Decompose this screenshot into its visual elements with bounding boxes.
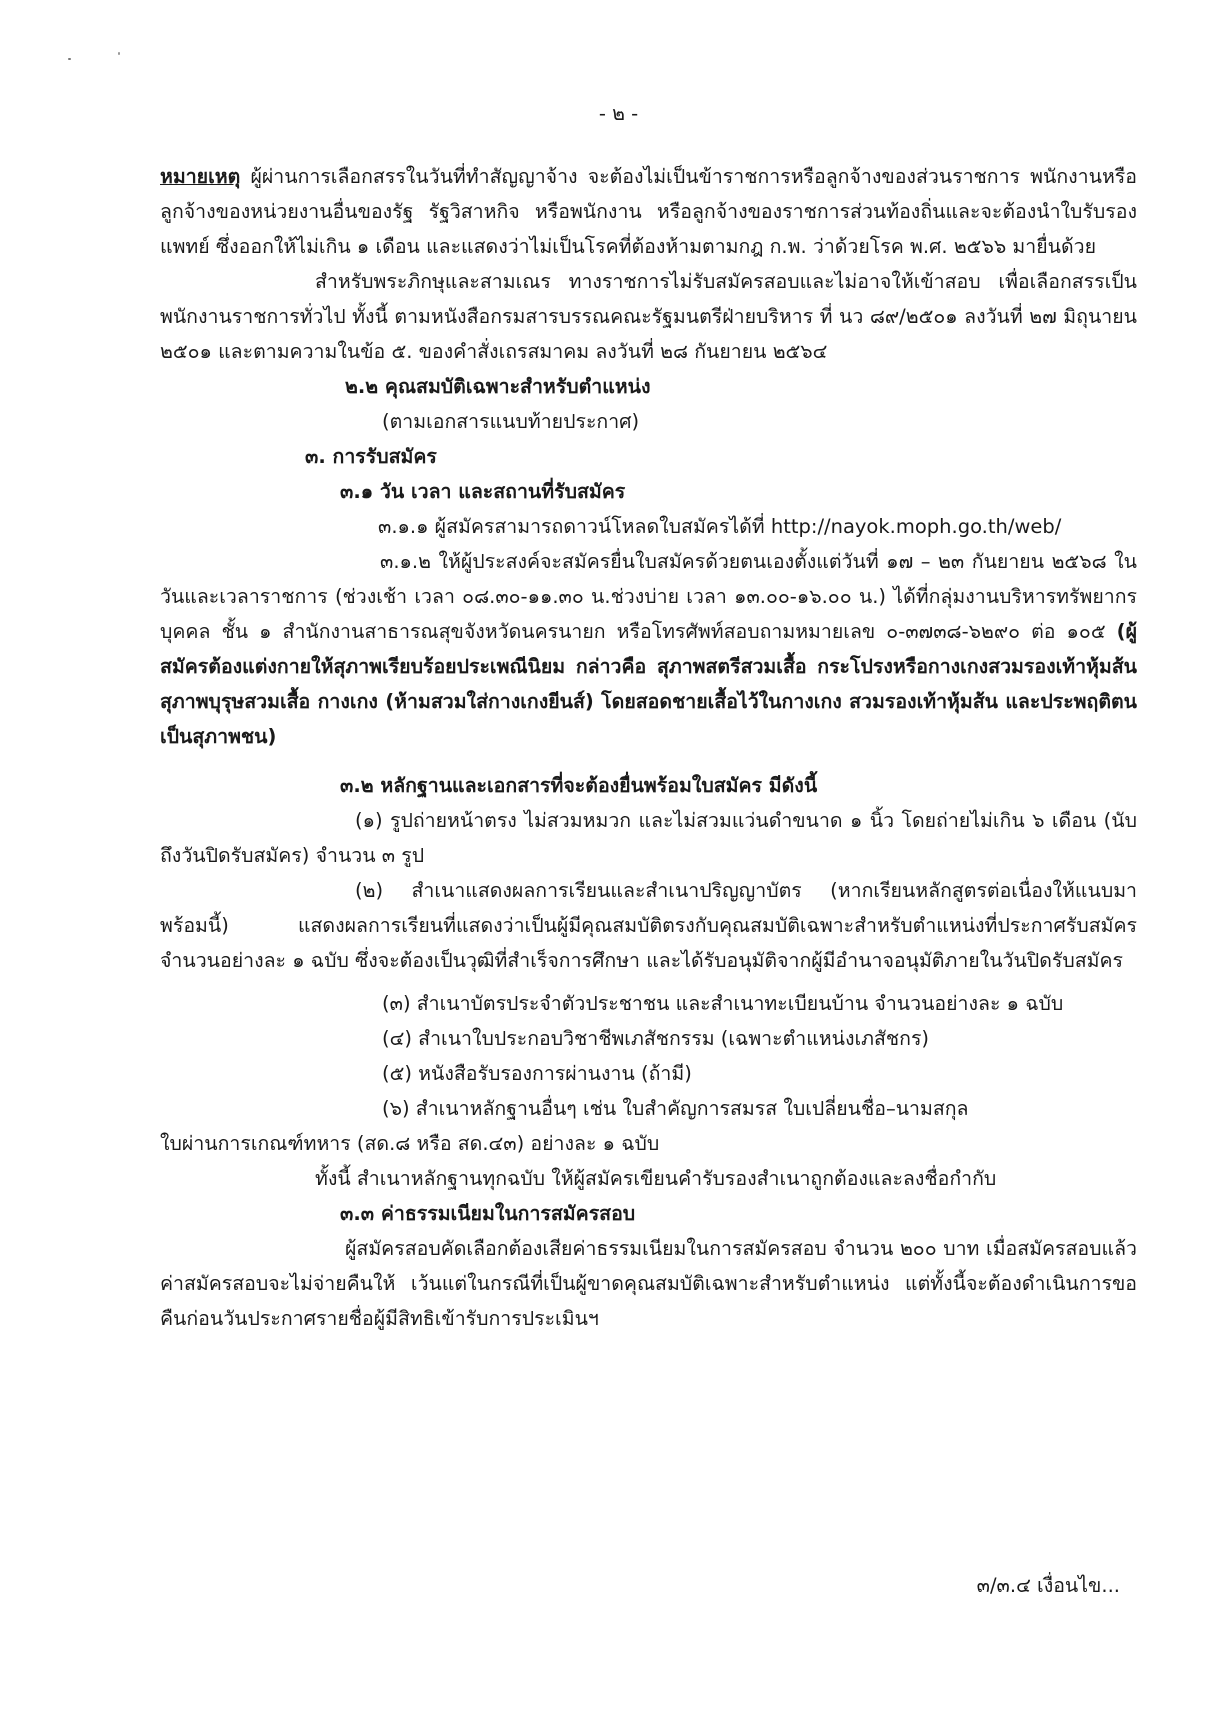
section-3-2-item-2: (๒) สำเนาแสดงผลการเรียนและสำเนาปริญญาบัตร (หากเรียนหลักสูตรต่อเนื่องให้แนบมาพร้อมนี้) แสดงผลการเรียนที่แสดงว่าเป็นผู้มีคุณสมบัติตรงกับคุณสมบัติเฉพาะสำหรับตำแหน่งที่ประกาศรับสมัคร จำนวนอย่างละ ๑ ฉบับ ซึ่งจะต้องเป็นวุฒิที่สำเร็จการศึกษา และได้รับอนุมัติจากผู้มีอำนาจอนุมัติภายในวันปิดรับสมัคร	[160, 879, 1137, 972]
section-2-2-text: (ตามเอกสารแนบท้ายประกาศ)	[382, 410, 640, 433]
section-3-2-item-1: (๑) รูปถ่ายหน้าตรง ไม่สวมหมวก และไม่สวมแว่นดำขนาด ๑ นิ้ว โดยถ่ายไม่เกิน ๖ เดือน (นับถึงวันปิดรับสมัคร) จำนวน ๓ รูป	[160, 809, 1137, 867]
section-3-2-item-3: (๓) สำเนาบัตรประจำตัวประชาชน และสำเนาทะเบียนบ้าน จำนวนอย่างละ ๑ ฉบับ	[382, 992, 1064, 1015]
section-3-2-item-6-line-1: (๖) สำเนาหลักฐานอื่นๆ เช่น ใบสำคัญการสมรส ใบเปลี่ยนชื่อ–นามสกุล	[382, 1097, 969, 1120]
section-3-1-1: ๓.๑.๑ ผู้สมัครสามารถดาวน์โหลดใบสมัครได้ที่ http://nayok.moph.go.th/web/	[378, 515, 1062, 538]
note-paragraph	[160, 159, 1137, 264]
section-3-2-item-4: (๔) สำเนาใบประกอบวิชาชีพเภสัชกรรม (เฉพาะตำแหน่งเภสัชกร)	[382, 1027, 930, 1050]
section-3-3-text: ผู้สมัครสอบคัดเลือกต้องเสียค่าธรรมเนียมในการสมัครสอบ จำนวน ๒๐๐ บาท เมื่อสมัครสอบแล้วค่าสมัครสอบจะไม่จ่ายคืนให้ เว้นแต่ในกรณีที่เป็นผู้ขาดคุณสมบัติเฉพาะสำหรับตำแหน่ง แต่ทั้งนี้จะต้องดำเนินการขอคืนก่อนวันประกาศรายชื่อผู้มีสิทธิเข้ารับการประเมินฯ	[160, 1237, 1137, 1330]
section-3-3-heading: ๓.๓ ค่าธรรมเนียมในการสมัครสอบ	[340, 1202, 636, 1225]
section-3-2-item-6-line-2: ใบผ่านการเกณฑ์ทหาร (สด.๘ หรือ สด.๔๓) อย่างละ ๑ ฉบับ	[160, 1132, 660, 1155]
footer-continuation: ๓/๓.๔ เงื่อนไข...	[976, 1574, 1120, 1597]
section-3-1-2	[160, 544, 1137, 754]
section-2-2-heading: ๒.๒ คุณสมบัติเฉพาะสำหรับตำแหน่ง	[345, 375, 651, 398]
scan-speck	[68, 58, 71, 60]
note-label: หมายเหตุ	[160, 165, 241, 188]
section-3-1-heading: ๓.๑ วัน เวลา และสถานที่รับสมัคร	[340, 480, 626, 503]
section-3-1-2-text: ๓.๑.๒ ให้ผู้ประสงค์จะสมัครยื่นใบสมัครด้วยตนเองตั้งแต่วันที่ ๑๗ – ๒๓ กันยายน ๒๕๖๘ ในวันและเวลาราชการ (ช่วงเช้า เวลา ๐๘.๓๐-๑๑.๓๐ น.ช่วงบ่าย เวลา ๑๓.๐๐-๑๖.๐๐ น.) ได้ที่กลุ่มงานบริหารทรัพยากรบุคคล ชั้น ๑ สำนักงานสาธารณสุขจังหวัดนครนายก หรือโทรศัพท์สอบถามหมายเลข ๐-๓๗๓๘-๖๒๙๐ ต่อ ๑๐๕	[160, 550, 1137, 643]
note-text: ผู้ผ่านการเลือกสรรในวันที่ทำสัญญาจ้าง จะต้องไม่เป็นข้าราชการหรือลูกจ้างของส่วนราชการ พนักงานหรือลูกจ้างของหน่วยงานอื่นของรัฐ รัฐวิสาหกิจ หรือพนักงาน หรือลูกจ้างของราชการส่วนท้องถิ่นและจะต้องนำใบรับรองแพทย์ ซึ่งออกให้ไม่เกิน ๑ เดือน และแสดงว่าไม่เป็นโรคที่ต้องห้ามตามกฎ ก.พ. ว่าด้วยโรค พ.ศ. ๒๕๖๖ มายื่นด้วย	[160, 165, 1137, 258]
section-3-1-2-dress-code: (ผู้สมัครต้องแต่งกายให้สุภาพเรียบร้อยประเพณีนิยม กล่าวคือ สุภาพสตรีสวมเสื้อ กระโปรงหรือกางเกงสวมรองเท้าหุ้มส้น สุภาพบุรุษสวมเสื้อ กางเกง (ห้ามสวมใส่กางเกงยีนส์) โดยสอดชายเสื้อไว้ในกางเกง สวมรองเท้าหุ้มส้น และประพฤติตนเป็นสุภาพชน)	[160, 620, 1137, 748]
spacer	[160, 754, 1137, 768]
section-3-2-item-5: (๕) หนังสือรับรองการผ่านงาน (ถ้ามี)	[382, 1062, 692, 1085]
page-number: - ๒ -	[598, 102, 639, 125]
section-3-2-certify: ทั้งนี้ สำเนาหลักฐานทุกฉบับ ให้ผู้สมัครเขียนคำรับรองสำเนาถูกต้องและลงชื่อกำกับ	[315, 1167, 997, 1190]
section-3-heading: ๓. การรับสมัคร	[305, 445, 437, 468]
monk-paragraph: สำหรับพระภิกษุและสามเณร ทางราชการไม่รับสมัครสอบและไม่อาจให้เข้าสอบ เพื่อเลือกสรรเป็นพนักงานราชการทั่วไป ทั้งนี้ ตามหนังสือกรมสารบรรณคณะรัฐมนตรีฝ่ายบริหาร ที่ นว ๘๙/๒๕๐๑ ลงวันที่ ๒๗ มิถุนายน ๒๕๐๑ และตามความในข้อ ๕. ของคำสั่งเถรสมาคม ลงวันที่ ๒๘ กันยายน ๒๕๖๔	[160, 270, 1137, 363]
scan-speck	[118, 52, 120, 55]
section-3-2-heading: ๓.๒ หลักฐานและเอกสารที่จะต้องยื่นพร้อมใบสมัคร มีดังนี้	[340, 774, 818, 797]
